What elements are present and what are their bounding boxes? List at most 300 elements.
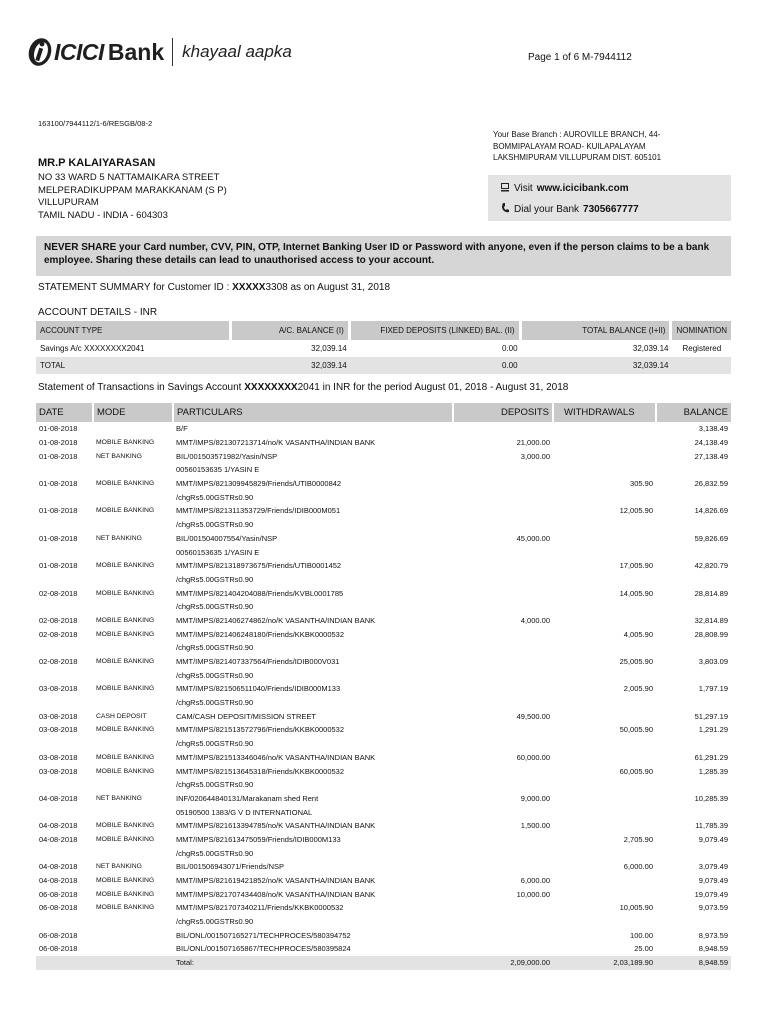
- tx-deposit: [453, 573, 553, 587]
- tx-date: 03-08-2018: [39, 752, 78, 762]
- summary-total-cell: TOTAL: [36, 357, 232, 374]
- table-row: [36, 477, 731, 491]
- tx-particulars: /chgRs5.00GSTRs0.90: [176, 520, 254, 530]
- tx-mode: MOBILE BANKING: [96, 589, 155, 597]
- tx-deposit: [453, 490, 553, 504]
- visit-row: [500, 182, 629, 195]
- logo-wordmark: ICICI: [54, 38, 104, 65]
- tx-deposit: 2,09,000.00: [453, 956, 553, 970]
- transactions-table: [36, 403, 731, 970]
- summary-cell: 0.00: [502, 344, 518, 353]
- tx-balance: [656, 668, 731, 682]
- tx-balance: [656, 545, 731, 559]
- tx-mode: CASH DEPOSIT: [96, 712, 147, 720]
- tx-mode: MOBILE BANKING: [96, 877, 155, 885]
- dial-row: [500, 202, 639, 217]
- tx-balance: 3,079.49: [698, 862, 728, 872]
- tx-date: [36, 915, 93, 929]
- tx-date: 02-08-2018: [39, 588, 78, 598]
- table-row: [36, 655, 731, 669]
- tx-particulars: MMT/IMPS/821513645318/Friends/KKBK0000532: [176, 766, 345, 776]
- tx-particulars: BIL/001503571982/Yasin/NSP: [176, 451, 278, 461]
- tx-balance: 19,079.49: [694, 889, 728, 899]
- table-row: [36, 737, 731, 751]
- tx-deposit: 4,000.00: [520, 615, 550, 625]
- tx-mode: [93, 463, 173, 477]
- tx-balance: 42,820.79: [694, 561, 728, 571]
- table-row: [36, 764, 731, 778]
- table-row: [36, 682, 731, 696]
- tx-balance: [656, 518, 731, 532]
- logo-bank-word: Bank: [107, 38, 165, 65]
- tx-header-row: [36, 403, 731, 422]
- tx-date: 06-08-2018: [39, 944, 78, 954]
- tx-deposit: [453, 682, 553, 696]
- col-total-balance: TOTAL BALANCE (I+II): [522, 321, 673, 340]
- account-details-title: ACCOUNT DETAILS - INR: [38, 307, 158, 318]
- tx-balance: 9,073.59: [698, 903, 728, 913]
- tx-mode: [93, 668, 173, 682]
- tx-deposit: 9,000.00: [520, 793, 550, 803]
- summary-total-cell: 32,039.14: [522, 357, 673, 374]
- tx-particulars: /chgRs5.00GSTRs0.90: [176, 739, 254, 749]
- tx-particulars: BIL/ONL/001507165867/TECHPROCES/580395824: [176, 944, 351, 954]
- tx-date: 06-08-2018: [39, 889, 78, 899]
- tx-deposit: [453, 655, 553, 669]
- tx-particulars: BIL/001506943071/Friends/NSP: [176, 862, 284, 872]
- col-balance: BALANCE: [656, 403, 731, 422]
- visit-label: Visit: [514, 183, 533, 194]
- tx-date: [36, 573, 93, 587]
- computer-icon: [500, 182, 514, 195]
- tx-date: 01-08-2018: [39, 506, 78, 516]
- tx-particulars: /chgRs5.00GSTRs0.90: [176, 602, 254, 612]
- table-row: [36, 709, 731, 723]
- tx-particulars: MMT/IMPS/821309945829/Friends/UTIB0000842: [176, 479, 342, 489]
- col-fixed-deposits: FIXED DEPOSITS (LINKED) BAL. (II): [351, 321, 522, 340]
- table-row: [36, 860, 731, 874]
- tx-date: 01-08-2018: [39, 479, 78, 489]
- tx-balance: [656, 696, 731, 710]
- tx-withdrawal: [553, 696, 656, 710]
- col-nomination: NOMINATION: [672, 321, 731, 340]
- tx-withdrawal: [553, 600, 656, 614]
- table-row: [36, 545, 731, 559]
- tx-particulars: BIL/ONL/001507165271/TECHPROCES/580394752: [176, 930, 351, 940]
- tx-deposit: [453, 477, 553, 491]
- tx-withdrawal: [553, 874, 656, 888]
- tx-withdrawal: [553, 422, 656, 436]
- tx-particulars: MMT/IMPS/821707340211/Friends/KKBK0000532: [176, 903, 344, 913]
- tx-date: [36, 463, 93, 477]
- tx-withdrawal: 2,705.90: [623, 834, 653, 844]
- tx-particulars: /chgRs5.00GSTRs0.90: [176, 574, 254, 584]
- tx-mode: MOBILE BANKING: [96, 685, 155, 693]
- tx-deposit: [453, 627, 553, 641]
- tx-mode: MOBILE BANKING: [96, 630, 155, 638]
- dial-label: Dial your Bank: [514, 204, 580, 215]
- tx-balance: 32,814.89: [694, 615, 728, 625]
- logo-divider: [172, 38, 173, 66]
- tx-balance: 1,285.39: [698, 766, 728, 776]
- summary-total-cell: 32,039.14: [232, 357, 351, 374]
- tx-withdrawal: [553, 737, 656, 751]
- tx-date: 04-08-2018: [39, 821, 78, 831]
- table-row: [36, 518, 731, 532]
- tx-deposit: 60,000.00: [516, 752, 550, 762]
- col-date: DATE: [36, 403, 93, 422]
- table-row: [36, 422, 731, 436]
- tx-date: 01-08-2018: [39, 561, 78, 571]
- tx-particulars: /chgRs5.00GSTRs0.90: [176, 643, 254, 653]
- tx-particulars: /chgRs5.00GSTRs0.90: [176, 492, 254, 502]
- summary-total-cell: [672, 357, 731, 374]
- tx-balance: 8,973.59: [698, 930, 728, 940]
- summary-cell: 32,039.14: [311, 344, 347, 353]
- summary-row: [36, 340, 731, 357]
- tx-withdrawal: 12,005.90: [619, 506, 653, 516]
- table-row: [36, 627, 731, 641]
- tx-particulars: MMT/IMPS/821613475059/Friends/IDIB000M133: [176, 834, 341, 844]
- tx-mode: [93, 573, 173, 587]
- tx-mode: [93, 737, 173, 751]
- tx-particulars: MMT/IMPS/821406248180/Friends/KKBK0000532: [176, 629, 345, 639]
- tx-balance: 9,079.49: [698, 876, 728, 886]
- tx-particulars: CAM/CASH DEPOSIT/MISSION STREET: [176, 711, 317, 721]
- tx-balance: [656, 490, 731, 504]
- tx-balance: 8,948.59: [698, 944, 728, 954]
- tx-mode: [93, 942, 173, 956]
- table-row: [36, 874, 731, 888]
- tx-deposit: 10,000.00: [516, 889, 550, 899]
- address-line: MELPERADIKUPPAM MARAKKANAM (S P): [38, 184, 227, 196]
- period-suffix: 2041 in INR for the period August 01, 2018 - August 31, 2018: [297, 382, 569, 393]
- tx-deposit: 49,500.00: [516, 711, 550, 721]
- address-line: VILLUPURAM: [38, 197, 99, 208]
- logo-tagline: khayaal aapka: [182, 42, 292, 61]
- tx-withdrawal: 305.90: [630, 479, 653, 489]
- tx-balance: 51,297.19: [694, 711, 728, 721]
- tx-date: [36, 956, 93, 970]
- tx-withdrawal: [553, 573, 656, 587]
- tx-particulars: MMT/IMPS/821613394785/no/K VASANTHA/INDIAN BANK: [176, 821, 376, 831]
- table-row: [36, 573, 731, 587]
- page-number: Page 1 of 6 M-7944112: [528, 52, 632, 63]
- phone-icon: [500, 202, 514, 217]
- tx-particulars: MMT/IMPS/821307213714/no/K VASANTHA/INDIAN BANK: [176, 438, 376, 448]
- reference-code: 163100/7944112/1-6/RESGB/08-2: [38, 119, 153, 128]
- tx-mode: MOBILE BANKING: [96, 890, 155, 898]
- tx-particulars: MMT/IMPS/821513572796/Friends/KKBK0000532: [176, 725, 345, 735]
- summary-total-cell: 0.00: [351, 357, 522, 374]
- tx-balance: 14,826.69: [694, 506, 728, 516]
- table-row: [36, 449, 731, 463]
- tx-mode: MOBILE BANKING: [96, 480, 155, 488]
- tx-balance: [656, 915, 731, 929]
- tx-withdrawal: 17,005.90: [619, 561, 653, 571]
- tx-date: 02-08-2018: [39, 629, 78, 639]
- col-ac-balance: A/C. BALANCE (I): [232, 321, 351, 340]
- tx-withdrawal: [553, 751, 656, 765]
- tx-mode: [93, 928, 173, 942]
- tx-withdrawal: 2,03,189.90: [553, 956, 656, 970]
- tx-mode: NET BANKING: [96, 534, 142, 542]
- tx-deposit: [453, 518, 553, 532]
- tx-balance: [656, 805, 731, 819]
- tx-particulars: BIL/001504007554/Yasin/NSP: [176, 533, 278, 543]
- tx-balance: 27,138.49: [694, 451, 728, 461]
- summary-suffix: 3308 as on August 31, 2018: [265, 282, 391, 293]
- table-row: [36, 846, 731, 860]
- tx-body: [36, 422, 731, 970]
- table-row: [36, 532, 731, 546]
- tx-mode: [93, 641, 173, 655]
- tx-balance: 10,285.39: [694, 793, 728, 803]
- tx-deposit: [453, 545, 553, 559]
- tx-mode: MOBILE BANKING: [96, 753, 155, 761]
- tx-mode: MOBILE BANKING: [96, 658, 155, 666]
- tx-date: [36, 846, 93, 860]
- tx-balance: 3,138.49: [698, 424, 728, 434]
- tx-withdrawal: 60,005.90: [619, 766, 653, 776]
- customer-address: [38, 172, 227, 222]
- tx-deposit: [453, 559, 553, 573]
- tx-deposit: [453, 928, 553, 942]
- tx-withdrawal: [553, 709, 656, 723]
- tx-date: [36, 490, 93, 504]
- tx-mode: NET BANKING: [96, 794, 142, 802]
- tx-date: 03-08-2018: [39, 766, 78, 776]
- tx-date: 01-08-2018: [39, 533, 78, 543]
- summary-cell: Registered: [682, 344, 722, 353]
- tx-mode: MOBILE BANKING: [96, 835, 155, 843]
- tx-balance: 1,291.29: [698, 725, 728, 735]
- tx-withdrawal: 25,005.90: [619, 657, 653, 667]
- summary-cell: Savings A/c XXXXXXXX2041: [40, 344, 145, 353]
- tx-deposit: 45,000.00: [516, 533, 550, 543]
- table-row: [36, 901, 731, 915]
- tx-date: 01-08-2018: [39, 438, 78, 448]
- tx-balance: 59,826.69: [694, 533, 728, 543]
- tx-mode: MOBILE BANKING: [96, 562, 155, 570]
- tx-mode: [93, 778, 173, 792]
- tx-deposit: [453, 463, 553, 477]
- summary-cell: 32,039.14: [632, 344, 669, 353]
- tx-particulars: 00560153635 1/YASIN E: [176, 547, 260, 557]
- tx-mode: [93, 545, 173, 559]
- tx-deposit: [453, 833, 553, 847]
- tx-withdrawal: [553, 641, 656, 655]
- address-line: TAMIL NADU - INDIA - 604303: [38, 209, 168, 221]
- tx-balance: [656, 463, 731, 477]
- table-row: [36, 504, 731, 518]
- tx-withdrawal: [553, 449, 656, 463]
- tx-particulars: MMT/IMPS/821404204088/Friends/KVBL0001785: [176, 588, 344, 598]
- tx-particulars: /chgRs5.00GSTRs0.90: [176, 848, 254, 858]
- tx-withdrawal: 4,005.90: [623, 629, 653, 639]
- tx-mode: MOBILE BANKING: [96, 726, 155, 734]
- masked-customer-id: XXXXX: [232, 282, 266, 293]
- tx-particulars: MMT/IMPS/821407337564/Friends/IDIB000V031: [176, 657, 340, 667]
- statement-summary-line: [38, 282, 390, 293]
- tx-date: [36, 668, 93, 682]
- tx-balance: 3,803.09: [698, 657, 728, 667]
- tx-date: [36, 805, 93, 819]
- summary-prefix: STATEMENT SUMMARY for Customer ID :: [38, 282, 230, 293]
- tx-mode: [93, 490, 173, 504]
- tx-deposit: [453, 915, 553, 929]
- tx-deposit: [453, 942, 553, 956]
- tx-withdrawal: [553, 805, 656, 819]
- tx-mode: [93, 696, 173, 710]
- table-row: [36, 915, 731, 929]
- table-row: [36, 696, 731, 710]
- tx-date: 03-08-2018: [39, 711, 78, 721]
- tx-withdrawal: [553, 668, 656, 682]
- tx-balance: 11,785.39: [695, 821, 728, 831]
- tx-mode: [93, 805, 173, 819]
- tx-deposit: [453, 860, 553, 874]
- tx-date: 02-08-2018: [39, 657, 78, 667]
- tx-particulars: /chgRs5.00GSTRs0.90: [176, 780, 254, 790]
- tx-withdrawal: [553, 532, 656, 546]
- tx-mode: [93, 422, 173, 436]
- transactions-period-line: [38, 382, 568, 393]
- base-branch: Your Base Branch : AUROVILLE BRANCH, 44-BOMMIPALAYAM ROAD- KUILAPALAYAM LAKSHMIPURAM VILLUPURAM DIST. 605101: [493, 130, 662, 162]
- phone-number[interactable]: 7305667777: [583, 204, 639, 215]
- tx-balance: [656, 737, 731, 751]
- tx-particulars: /chgRs5.00GSTRs0.90: [176, 698, 254, 708]
- table-row: [36, 668, 731, 682]
- summary-header-row: [36, 321, 731, 340]
- tx-total-row: [36, 956, 731, 970]
- tx-mode: MOBILE BANKING: [96, 904, 155, 912]
- tx-particulars: /chgRs5.00GSTRs0.90: [176, 670, 254, 680]
- tx-withdrawal: [553, 887, 656, 901]
- contact-box: [488, 175, 731, 221]
- table-row: [36, 887, 731, 901]
- tx-mode: NET BANKING: [96, 452, 142, 460]
- account-summary-table: [36, 321, 731, 374]
- tx-mode: [93, 956, 173, 970]
- tx-mode: [93, 518, 173, 532]
- tx-date: [36, 518, 93, 532]
- tx-deposit: [453, 600, 553, 614]
- tx-particulars: MMT/IMPS/821406274862/no/K VASANTHA/INDIAN BANK: [176, 615, 376, 625]
- tx-date: 03-08-2018: [39, 725, 78, 735]
- tx-date: 03-08-2018: [39, 684, 78, 694]
- tx-balance: 61,291.29: [694, 752, 728, 762]
- summary-total-row: [36, 357, 731, 374]
- tx-deposit: [453, 696, 553, 710]
- website-link[interactable]: www.icicibank.com: [536, 183, 629, 194]
- tx-date: 06-08-2018: [39, 903, 78, 913]
- tx-date: [36, 545, 93, 559]
- tx-balance: [656, 573, 731, 587]
- tx-balance: 9,079.49: [698, 834, 728, 844]
- tx-mode: [93, 915, 173, 929]
- tx-balance: [656, 600, 731, 614]
- tx-date: [36, 641, 93, 655]
- table-row: [36, 819, 731, 833]
- tx-withdrawal: [553, 490, 656, 504]
- col-account-type: ACCOUNT TYPE: [36, 321, 232, 340]
- tx-withdrawal: 50,005.90: [619, 725, 653, 735]
- table-row: [36, 641, 731, 655]
- tx-deposit: 21,000.00: [516, 438, 550, 448]
- customer-name: MR.P KALAIYARASAN: [38, 157, 156, 169]
- tx-deposit: [453, 504, 553, 518]
- security-alert: NEVER SHARE your Card number, CVV, PIN, OTP, Internet Banking User ID or Password with anyone, even if the person claims to be a bank employee. Sharing these details can lead to unauthorised access to your account.: [36, 236, 731, 276]
- table-row: [36, 463, 731, 477]
- tx-particulars: MMT/IMPS/821513346046/no/K VASANTHA/INDIAN BANK: [176, 752, 376, 762]
- table-row: [36, 751, 731, 765]
- icici-logo-icon: [28, 37, 52, 67]
- tx-balance: [656, 641, 731, 655]
- col-particulars: PARTICULARS: [173, 403, 453, 422]
- tx-withdrawal: [553, 846, 656, 860]
- tx-withdrawal: 2,005.90: [623, 684, 653, 694]
- masked-account-number: XXXXXXXX: [244, 382, 298, 393]
- tx-balance: 26,832.59: [694, 479, 728, 489]
- table-row: [36, 723, 731, 737]
- tx-balance: [656, 778, 731, 792]
- tx-balance: 24,138.49: [694, 438, 728, 448]
- tx-particulars: 00560153635 1/YASIN E: [176, 465, 260, 475]
- tx-date: 04-08-2018: [39, 862, 78, 872]
- tx-withdrawal: [553, 463, 656, 477]
- tx-deposit: [453, 764, 553, 778]
- tx-withdrawal: 14,005.90: [619, 588, 653, 598]
- tx-balance: 1,797.19: [698, 684, 728, 694]
- tx-withdrawal: [553, 436, 656, 450]
- table-row: [36, 490, 731, 504]
- tx-withdrawal: 100.00: [630, 930, 653, 940]
- tx-withdrawal: [553, 518, 656, 532]
- tx-particulars: MMT/IMPS/821506511040/Friends/IDIB000M133: [176, 684, 341, 694]
- tx-deposit: [453, 805, 553, 819]
- tx-mode: MOBILE BANKING: [96, 439, 155, 447]
- tx-date: [36, 737, 93, 751]
- tx-mode: NET BANKING: [96, 863, 142, 871]
- tx-deposit: [453, 668, 553, 682]
- tx-date: 02-08-2018: [39, 615, 78, 625]
- tx-deposit: [453, 586, 553, 600]
- bank-logo: [28, 32, 292, 72]
- col-mode: MODE: [93, 403, 173, 422]
- tx-date: 04-08-2018: [39, 876, 78, 886]
- tx-date: 04-08-2018: [39, 834, 78, 844]
- tx-balance: 28,808.99: [694, 629, 728, 639]
- tx-mode: MOBILE BANKING: [96, 822, 155, 830]
- tx-withdrawal: [553, 915, 656, 929]
- tx-particulars: MMT/IMPS/821707434408/no/K VASANTHA/INDIAN BANK: [176, 889, 376, 899]
- table-row: [36, 436, 731, 450]
- table-row: [36, 559, 731, 573]
- tx-deposit: 6,000.00: [520, 876, 550, 886]
- address-line: NO 33 WARD 5 NATTAMAIKARA STREET: [38, 172, 220, 183]
- tx-deposit: [453, 901, 553, 915]
- tx-mode: MOBILE BANKING: [96, 616, 155, 624]
- tx-withdrawal: [553, 819, 656, 833]
- col-deposits: DEPOSITS: [453, 403, 553, 422]
- tx-date: 04-08-2018: [39, 793, 78, 803]
- tx-balance: 8,948.59: [656, 956, 731, 970]
- tx-deposit: [453, 737, 553, 751]
- table-row: [36, 942, 731, 956]
- tx-particulars: B/F: [176, 424, 188, 434]
- tx-withdrawal: [553, 545, 656, 559]
